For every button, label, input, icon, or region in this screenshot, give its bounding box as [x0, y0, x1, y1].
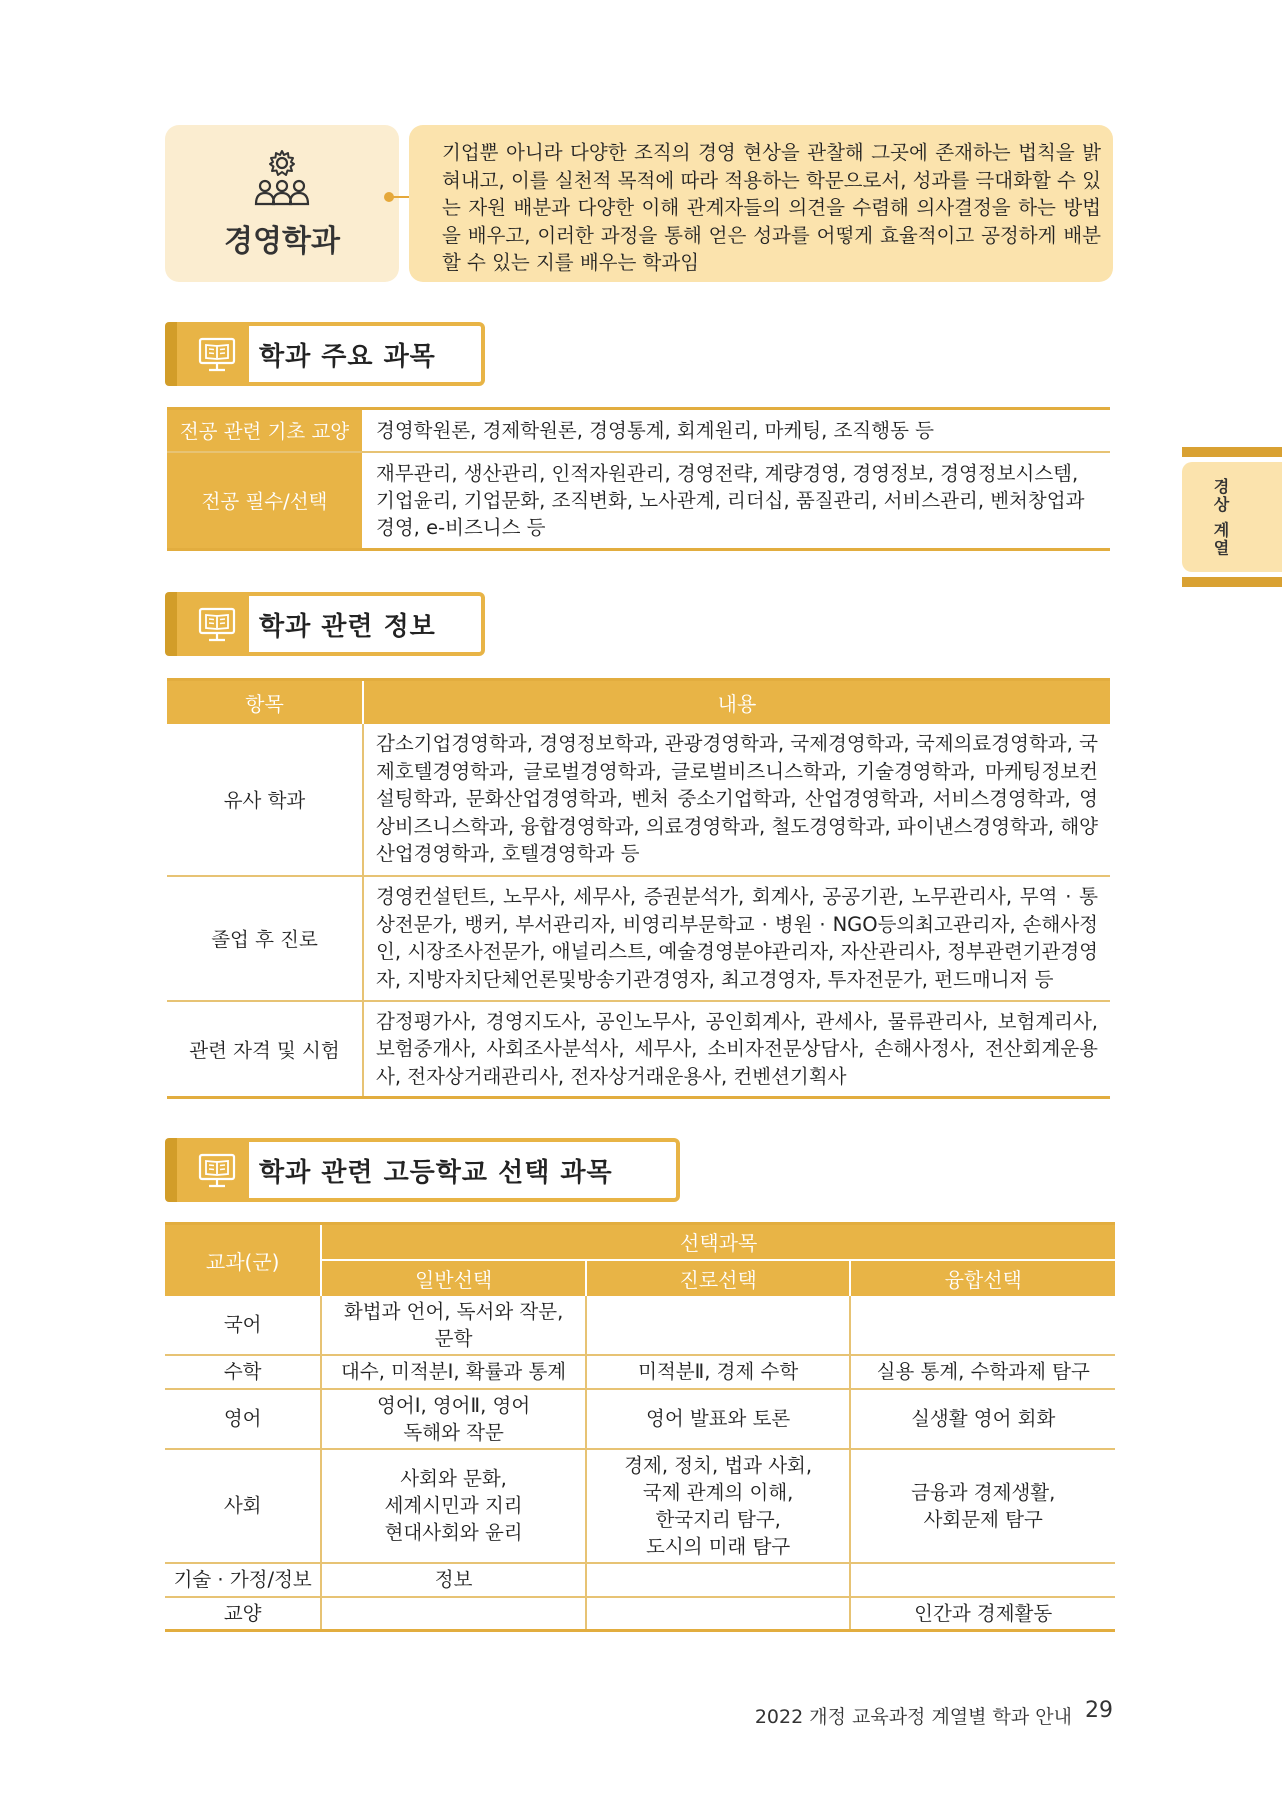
side-tab — [1182, 462, 1282, 572]
cell-line: 세계시민과 지리 — [384, 1494, 523, 1517]
cell-line: 영어Ⅰ, 영어Ⅱ, 영어 — [377, 1393, 531, 1417]
row-group: 영어 — [165, 1389, 321, 1449]
major-courses-table — [167, 407, 1110, 551]
cell-fusion — [850, 1389, 1115, 1449]
monitor-book-icon — [197, 335, 237, 375]
section-header-major-courses — [165, 322, 485, 386]
cell-line: 사회와 문화, — [400, 1467, 507, 1490]
column-header: 일반선택 — [321, 1260, 586, 1296]
row-group: 기술 · 가정/정보 — [165, 1563, 321, 1597]
connector-dot — [384, 192, 394, 202]
row-value: 감정평가사, 경영지도사, 공인노무사, 공인회계사, 관세사, 물류관리사, 보험계리사, 보험중개사, 사회조사분석사, 세무사, 소비자전문상담사, 손해사정사, 전산회계운용사, 전자상거래관리사, 전자상거래운용사, 컨벤션기획사 — [376, 1009, 1098, 1088]
cell-line: 경제, 정치, 법과 사회, — [624, 1453, 813, 1477]
column-header: 내용 — [363, 680, 1110, 724]
table-row — [165, 1296, 1115, 1355]
row-label: 관련 자격 및 시험 — [167, 1001, 363, 1098]
cell-fusion — [850, 1449, 1115, 1563]
cell-general — [321, 1296, 586, 1355]
section-title: 학과 주요 과목 — [249, 322, 485, 386]
table-row — [165, 1563, 1115, 1597]
section-title: 학과 관련 정보 — [249, 592, 485, 656]
row-value: 재무관리, 생산관리, 인적자원관리, 경영전략, 계량경영, 경영정보, 경영정보시스템, 기업윤리, 기업문화, 조직변화, 노사관계, 리더십, 품질관리, 서비스관리, 벤처창업과 경영, e-비즈니스 등 — [376, 461, 1085, 539]
table-header-row — [167, 680, 1110, 724]
cell-fusion — [850, 1355, 1115, 1389]
monitor-book-icon — [197, 605, 237, 645]
cell-career — [586, 1597, 851, 1631]
cell-line: 영어 발표와 토론 — [646, 1407, 791, 1430]
table-row — [167, 876, 1110, 1001]
department-description: 기업뿐 아니라 다양한 조직의 경영 현상을 관찰해 그곳에 존재하는 법칙을 밝혀내고, 이를 실천적 목적에 따라 적용하는 학문으로서, 성과를 극대화할 수 있는 자원 배분과 다양한 이해 관계자들의 의견을 수렴해 의사결정을 하는 방법을 배우고, 이러한 과정을 통해 얻은 성과를 어떻게 효율적이고 공정하게 배분할 수 있는 지를 배우는 학과임 — [409, 125, 1113, 282]
table-header-row — [165, 1224, 1115, 1260]
column-header: 진로선택 — [586, 1260, 851, 1296]
cell-line: 대수, 미적분Ⅰ, 확률과 통계 — [341, 1360, 567, 1383]
table-row — [165, 1449, 1115, 1563]
people-icon — [253, 178, 311, 206]
row-value: 감소기업경영학과, 경영정보학과, 관광경영학과, 국제경영학과, 국제의료경영학과, 국제호텔경영학과, 글로벌경영학과, 글로벌비즈니스학과, 기술경영학과, 마케팅정보컨설팅학과, 문화산업경영학과, 벤처 중소기업학과, 산업경영학과, 서비스경영학과, 영상비즈니스학과, 융합경영학과, 의료경영학과, 철도경영학과, 파이낸스경영학과, 해양산업경영학과, 호텔경영학과 등 — [363, 724, 1110, 876]
cell-line: 문학 — [434, 1326, 473, 1350]
cell-career — [586, 1389, 851, 1449]
cell-line: 미적분Ⅱ, 경제 수학 — [638, 1360, 799, 1383]
column-header-select: 선택과목 — [321, 1224, 1115, 1260]
column-header: 항목 — [167, 680, 363, 724]
row-label: 전공 필수/선택 — [167, 452, 363, 550]
table-row — [165, 1355, 1115, 1389]
department-name: 경영학과 — [224, 223, 340, 259]
row-label: 유사 학과 — [167, 724, 363, 876]
cell-line: 실용 통계, 수학과제 탐구 — [876, 1360, 1090, 1383]
cell-career — [586, 1563, 851, 1597]
section-header-related-info — [165, 592, 485, 656]
cell-line: 국제 관계의 이해, — [642, 1480, 794, 1504]
cell-fusion — [850, 1597, 1115, 1631]
cell-general — [321, 1563, 586, 1597]
footer-text: 2022 개정 교육과정 계열별 학과 안내 — [754, 1706, 1072, 1728]
row-value: 경영컨설턴트, 노무사, 세무사, 증권분석가, 회계사, 공공기관, 노무관리사, 무역 · 통상전문가, 뱅커, 부서관리자, 비영리부문학교 · 병원 · NGO등의최고관리자, 손해사정인, 시장조사전문가, 애널리스트, 예술경영분야관리자, 자산관리사, 정부관련기관경영자, 지방자치단체언론및방송기관경영자, 최고경영자, 투자전문가, 펀드매니저 등 — [363, 876, 1110, 1001]
monitor-book-icon — [197, 1151, 237, 1191]
table-row — [167, 724, 1110, 876]
side-tab-label: 경상 계열 — [1211, 478, 1230, 558]
cell-fusion — [850, 1296, 1115, 1355]
cell-line: 금융과 경제생활, — [911, 1480, 1056, 1504]
row-group: 교양 — [165, 1597, 321, 1631]
side-tab-bottom-bar — [1182, 577, 1282, 587]
department-card — [165, 125, 399, 282]
cell-line: 인간과 경제활동 — [914, 1601, 1053, 1625]
cell-general — [321, 1355, 586, 1389]
hs-courses-table — [165, 1222, 1115, 1632]
cell-career — [586, 1296, 851, 1355]
table-row — [167, 452, 1110, 550]
table-row — [165, 1389, 1115, 1449]
row-group: 수학 — [165, 1355, 321, 1389]
row-label: 졸업 후 진로 — [167, 876, 363, 1001]
gear-icon — [267, 148, 297, 178]
row-value: 경영학원론, 경제학원론, 경영통계, 회계원리, 마케팅, 조직행동 등 — [363, 409, 1110, 452]
page-number: 29 — [1085, 1698, 1113, 1723]
related-info-table — [167, 678, 1110, 1099]
row-label: 전공 관련 기초 교양 — [167, 409, 363, 452]
side-tab-top-bar — [1182, 447, 1282, 457]
cell-fusion — [850, 1563, 1115, 1597]
table-row — [165, 1597, 1115, 1631]
column-header-group: 교과(군) — [165, 1224, 321, 1296]
cell-career — [586, 1449, 851, 1563]
cell-line: 화법과 언어, 독서와 작문, — [343, 1299, 564, 1323]
cell-line: 독해와 작문 — [403, 1420, 504, 1444]
cell-general — [321, 1449, 586, 1563]
cell-line: 실생활 영어 회화 — [911, 1407, 1056, 1430]
section-title: 학과 관련 고등학교 선택 과목 — [249, 1138, 680, 1202]
table-row — [167, 409, 1110, 452]
cell-line: 도시의 미래 탐구 — [646, 1534, 791, 1558]
row-group: 국어 — [165, 1296, 321, 1355]
cell-line: 한국지리 탐구, — [655, 1507, 781, 1531]
row-group: 사회 — [165, 1449, 321, 1563]
cell-general — [321, 1389, 586, 1449]
department-icons — [253, 148, 311, 206]
cell-career — [586, 1355, 851, 1389]
table-row — [167, 1001, 1110, 1098]
column-header: 융합선택 — [850, 1260, 1115, 1296]
cell-line: 사회문제 탐구 — [923, 1507, 1043, 1531]
section-header-hs-courses — [165, 1138, 680, 1202]
cell-line: 정보 — [434, 1568, 473, 1591]
cell-line: 현대사회와 윤리 — [384, 1521, 523, 1544]
cell-general — [321, 1597, 586, 1631]
